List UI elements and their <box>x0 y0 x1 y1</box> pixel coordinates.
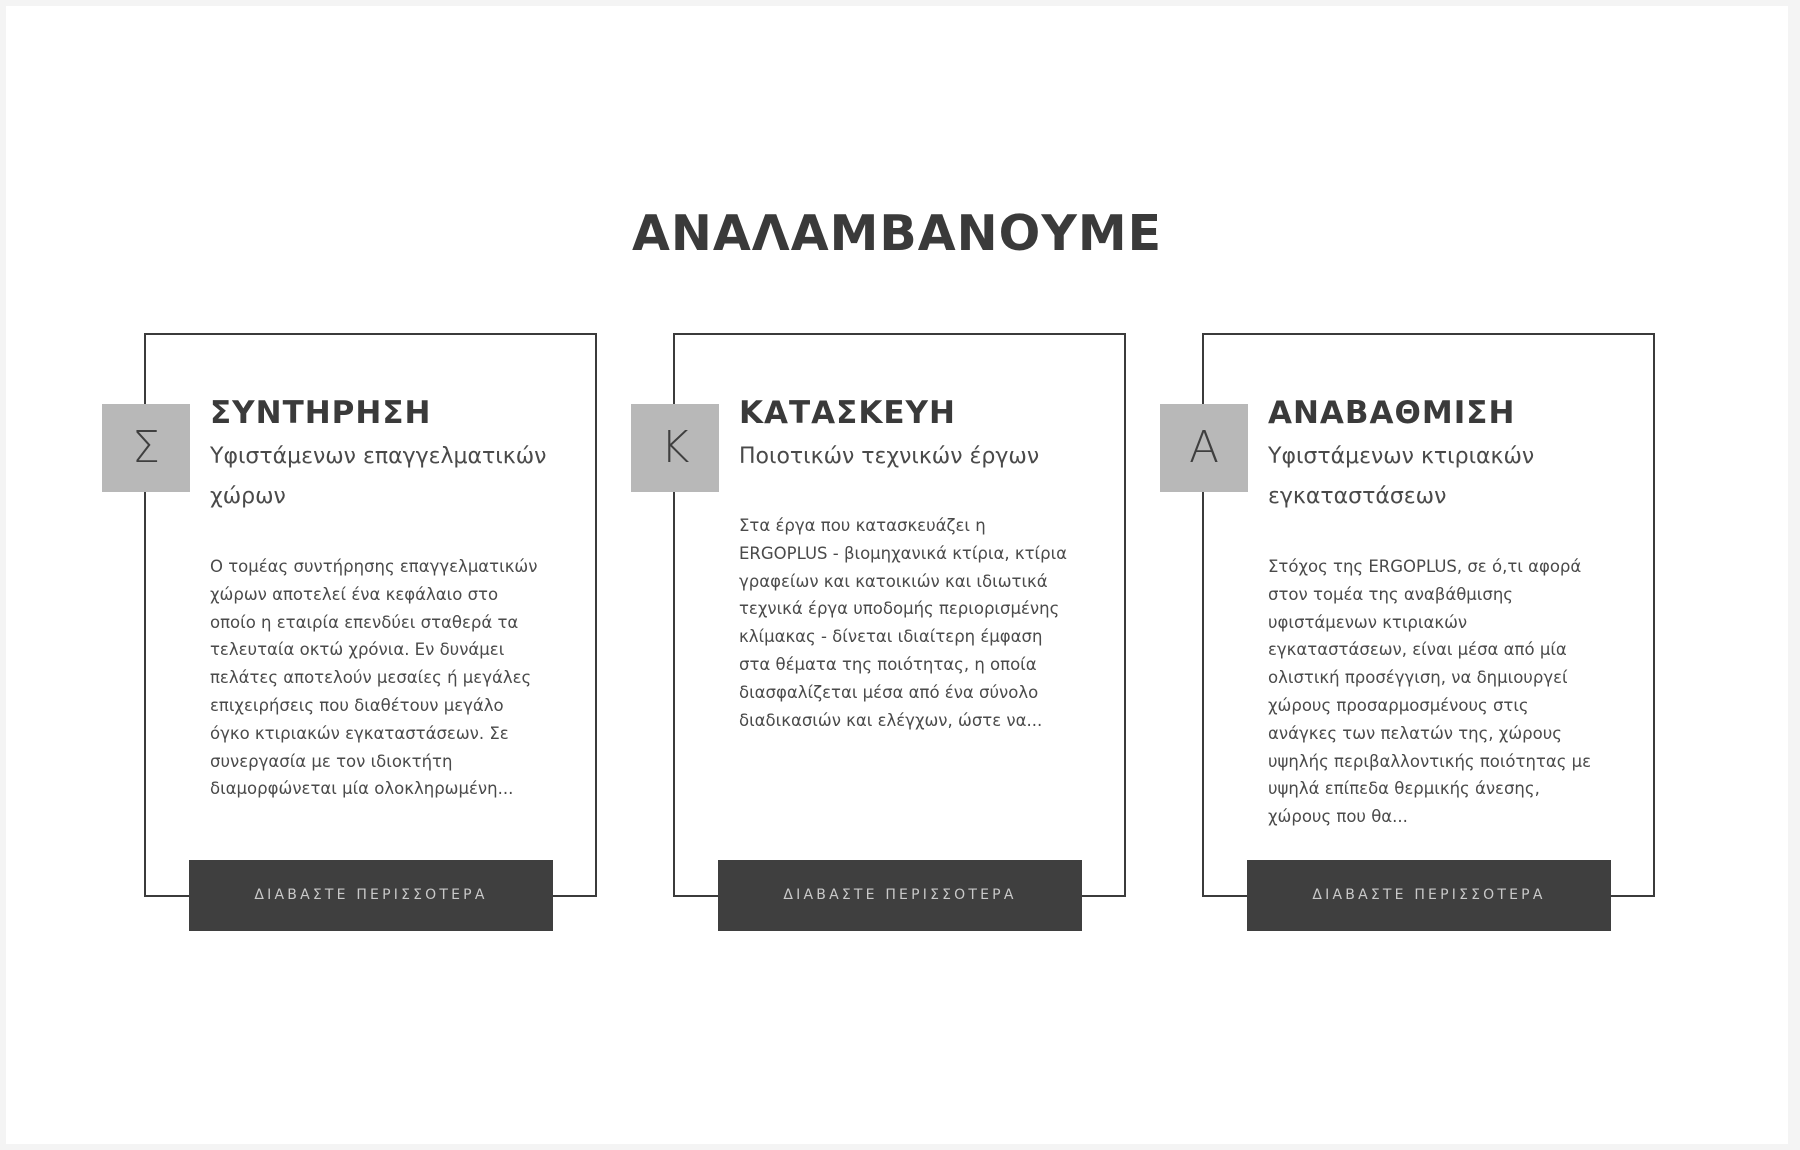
letter-badge-label: Κ <box>660 421 690 473</box>
letter-badge-label: Α <box>1188 421 1220 473</box>
page <box>6 6 1788 1144</box>
letter-badge-icon <box>1160 404 1248 492</box>
letter-badge-icon <box>631 404 719 492</box>
read-more-button[interactable]: ΔΙΑΒΑΣΤΕ ΠΕΡΙΣΣΟΤΕΡΑ <box>718 860 1082 931</box>
card-subtitle: Υφιστάμενων επαγγελματικών χώρων <box>210 444 547 509</box>
letter-badge-icon <box>102 404 190 492</box>
section-title: ΑΝΑΛΑΜΒΑΝΟΥΜΕ <box>631 205 1163 262</box>
service-card-construction <box>660 327 1126 1039</box>
card-heading: ΑΝΑΒΑΘΜΙΣΗ <box>1268 395 1516 431</box>
card-heading: ΣΥΝΤΗΡΗΣΗ <box>210 395 432 431</box>
service-card-upgrade <box>1188 327 1655 1039</box>
card-subtitle: Υφιστάμενων κτιριακών εγκαταστάσεων <box>1268 444 1535 509</box>
card-description: Στα έργα που κατασκευάζει η ERGOPLUS - βιομηχανικά κτίρια, κτίρια γραφείων και κατοικιών και ιδιωτικά τεχνικά έργα υποδομής περιορισμένης κλίμακας - δίνεται ιδιαίτερη έμφαση στα θέματα της ποιότητας, η οποία διασφαλίζεται μέσα από ένα σύνολο διαδικασιών και ελέγχων, ώστε να... <box>739 516 1068 730</box>
card-description: Ο τομέας συντήρησης επαγγελματικών χώρων αποτελεί ένα κεφάλαιο στο οποίο η εταιρία επενδύει σταθερά τα τελευταία οκτώ χρόνια. Εν δυνάμει πελάτες αποτελούν μεσαίες ή μεγάλες επιχειρήσεις που διαθέτουν μεγάλο όγκο κτιριακών εγκαταστάσεων. Σε συνεργασία με τον ιδιοκτήτη διαμορφώνεται μία ολοκληρωμένη... <box>210 557 538 799</box>
read-more-button[interactable]: ΔΙΑΒΑΣΤΕ ΠΕΡΙΣΣΟΤΕΡΑ <box>189 860 553 931</box>
service-card-maintenance <box>132 327 597 1039</box>
letter-badge-label: Σ <box>132 421 160 473</box>
card-subtitle: Ποιοτικών τεχνικών έργων <box>739 444 1040 469</box>
read-more-button[interactable]: ΔΙΑΒΑΣΤΕ ΠΕΡΙΣΣΟΤΕΡΑ <box>1247 860 1611 931</box>
card-description: Στόχος της ERGOPLUS, σε ό,τι αφορά στον τομέα της αναβάθμισης υφιστάμενων κτιριακών εγκαταστάσεων, είναι μέσα από μία ολιστική προσέγγιση, να δημιουργεί χώρους προσαρμοσμένους στις ανάγκες των πελατών της, χώρους υψηλής περιβαλλοντικής ποιότητας με υψηλά επίπεδα θερμικής άνεσης, χώρους που θα... <box>1268 557 1592 827</box>
card-heading: ΚΑΤΑΣΚΕΥΗ <box>739 395 956 431</box>
